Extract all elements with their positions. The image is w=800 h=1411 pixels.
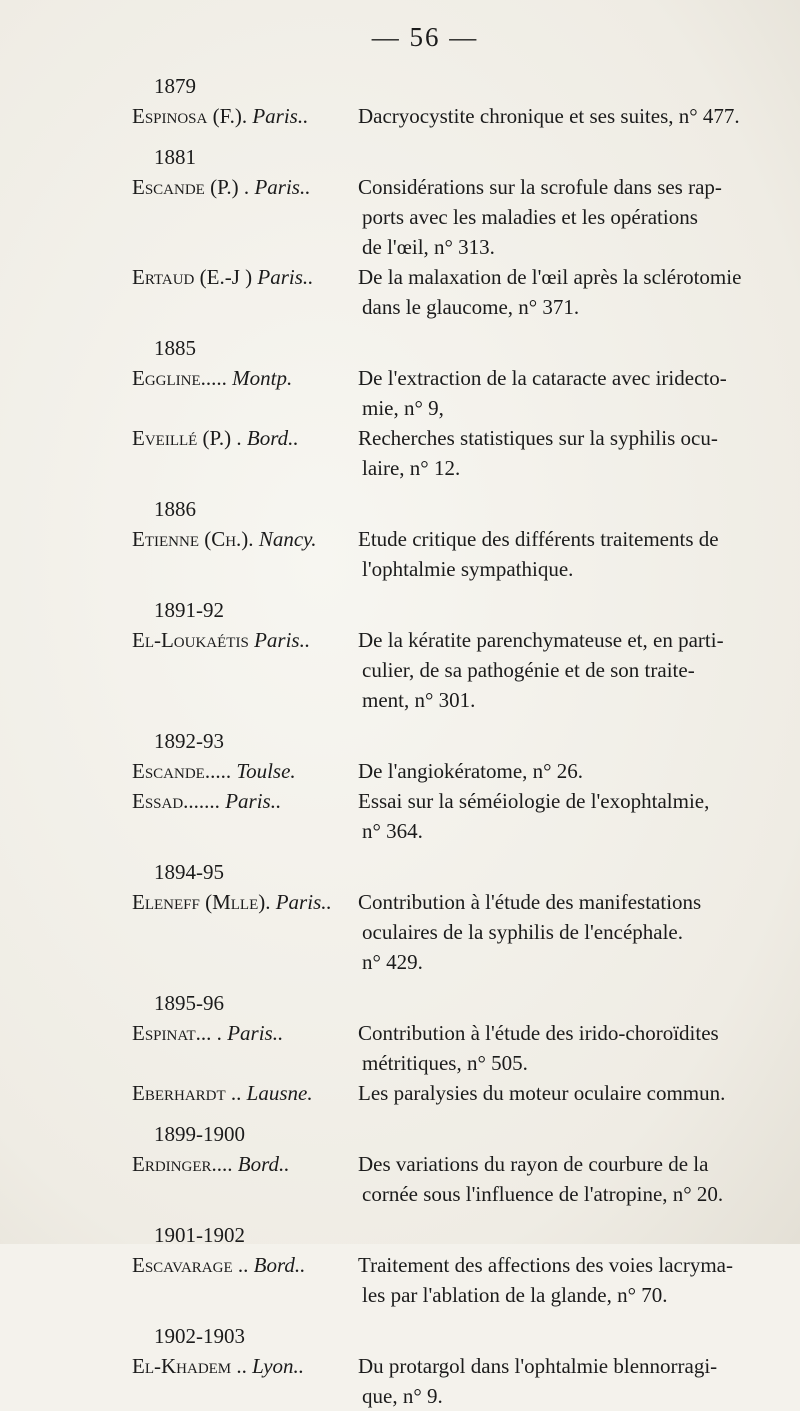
author-name: Eggline..... bbox=[132, 366, 227, 390]
bibliography-entry bbox=[132, 524, 782, 584]
year-heading: 1879 bbox=[154, 74, 196, 98]
title-line: Considérations sur la scrofule dans ses rap- bbox=[358, 175, 722, 199]
entry-title bbox=[356, 1018, 782, 1078]
entry-author bbox=[132, 101, 356, 131]
spacer bbox=[132, 131, 782, 141]
author-name: El-Loukaétis bbox=[132, 628, 249, 652]
author-name: Espinosa (F.). bbox=[132, 104, 248, 128]
bibliography-list bbox=[132, 70, 782, 1411]
bibliography-entry bbox=[132, 262, 782, 322]
entry-title bbox=[356, 1149, 782, 1209]
title-line: cornée sous l'influence de l'atropine, n° 20. bbox=[362, 1182, 724, 1206]
title-line: de l'œil, n° 313. bbox=[362, 235, 495, 259]
year-heading: 1894-95 bbox=[154, 860, 224, 884]
year-heading: 1885 bbox=[154, 336, 196, 360]
spacer bbox=[132, 1209, 782, 1219]
spacer bbox=[132, 715, 782, 725]
title-line: De la kératite parenchymateuse et, en parti- bbox=[358, 628, 724, 652]
bibliography-entry bbox=[132, 1018, 782, 1078]
title-line: métritiques, n° 505. bbox=[362, 1051, 528, 1075]
entry-title bbox=[356, 172, 782, 262]
entry-title bbox=[356, 1078, 782, 1108]
entry-city: Nancy. bbox=[258, 527, 317, 551]
title-line: ports avec les maladies et les opérations bbox=[362, 205, 698, 229]
entry-author bbox=[132, 423, 356, 453]
author-name: Escande (P.) . bbox=[132, 175, 250, 199]
bibliography-entry bbox=[132, 1149, 782, 1209]
author-name: Ertaud (E.-J ) bbox=[132, 265, 253, 289]
title-line: laire, n° 12. bbox=[362, 456, 461, 480]
spacer bbox=[132, 483, 782, 493]
bibliography-entry bbox=[132, 363, 782, 423]
entry-city: Montp. bbox=[232, 366, 293, 390]
entry-author bbox=[132, 1078, 356, 1108]
spacer bbox=[132, 322, 782, 332]
entry-author bbox=[132, 786, 356, 816]
bibliography-entry bbox=[132, 423, 782, 483]
bibliography-entry bbox=[132, 1351, 782, 1411]
spacer bbox=[132, 584, 782, 594]
entry-city: Paris.. bbox=[254, 628, 311, 652]
spacer bbox=[132, 1310, 782, 1320]
entry-author bbox=[132, 887, 356, 917]
title-line: Etude critique des différents traitements de bbox=[358, 527, 719, 551]
title-line: Contribution à l'étude des irido-choroïdites bbox=[358, 1021, 719, 1045]
entry-title bbox=[356, 1351, 782, 1411]
year-heading: 1899-1900 bbox=[154, 1122, 245, 1146]
entry-author bbox=[132, 1250, 356, 1280]
entry-city: Paris.. bbox=[257, 265, 314, 289]
entry-author bbox=[132, 1351, 356, 1381]
bibliography-entry bbox=[132, 625, 782, 715]
author-name: Essad....... bbox=[132, 789, 220, 813]
entry-city: Bord.. bbox=[253, 1253, 306, 1277]
entry-title bbox=[356, 363, 782, 423]
entry-author bbox=[132, 524, 356, 554]
year-heading: 1886 bbox=[154, 497, 196, 521]
author-name: Escavarage .. bbox=[132, 1253, 249, 1277]
title-line: oculaires de la syphilis de l'encéphale. bbox=[362, 920, 683, 944]
year-heading: 1891-92 bbox=[154, 598, 224, 622]
author-name: Espinat... . bbox=[132, 1021, 222, 1045]
author-name: El-Khadem .. bbox=[132, 1354, 247, 1378]
spacer bbox=[132, 1108, 782, 1118]
title-line: Les paralysies du moteur oculaire commun. bbox=[358, 1081, 726, 1105]
entry-title bbox=[356, 1250, 782, 1310]
title-line: Traitement des affections des voies lacryma- bbox=[358, 1253, 733, 1277]
entry-city: Paris.. bbox=[252, 104, 309, 128]
entry-city: Paris.. bbox=[254, 175, 311, 199]
entry-title bbox=[356, 524, 782, 584]
author-name: Escande..... bbox=[132, 759, 232, 783]
bibliography-entry bbox=[132, 786, 782, 846]
entry-city: Lyon.. bbox=[252, 1354, 305, 1378]
entry-city: Lausne. bbox=[246, 1081, 313, 1105]
title-line: culier, de sa pathogénie et de son traite- bbox=[362, 658, 695, 682]
title-line: Du protargol dans l'ophtalmie blennorragi- bbox=[358, 1354, 718, 1378]
entry-city: Paris.. bbox=[227, 1021, 284, 1045]
entry-city: Paris.. bbox=[275, 890, 332, 914]
author-name: Eveillé (P.) . bbox=[132, 426, 242, 450]
title-line: n° 364. bbox=[362, 819, 423, 843]
entry-author bbox=[132, 1018, 356, 1048]
author-name: Eberhardt .. bbox=[132, 1081, 242, 1105]
entry-city: Toulse. bbox=[236, 759, 296, 783]
entry-author bbox=[132, 625, 356, 655]
title-line: De la malaxation de l'œil après la sclérotomie bbox=[358, 265, 742, 289]
entry-author bbox=[132, 1149, 356, 1179]
author-name: Erdinger.... bbox=[132, 1152, 233, 1176]
page-number: — 56 — bbox=[371, 22, 479, 52]
title-line: Dacryocystite chronique et ses suites, n° 477. bbox=[358, 104, 740, 128]
entry-title bbox=[356, 423, 782, 483]
title-line: n° 429. bbox=[362, 950, 423, 974]
year-heading: 1902-1903 bbox=[154, 1324, 245, 1348]
bibliography-entry bbox=[132, 756, 782, 786]
bibliography-entry bbox=[132, 887, 782, 977]
bibliography-entry bbox=[132, 172, 782, 262]
title-line: Des variations du rayon de courbure de la bbox=[358, 1152, 709, 1176]
entry-title bbox=[356, 887, 782, 977]
title-line: dans le glaucome, n° 371. bbox=[362, 295, 580, 319]
bibliography-entry bbox=[132, 1250, 782, 1310]
title-line: ment, n° 301. bbox=[362, 688, 476, 712]
author-name: Eleneff (Mlle). bbox=[132, 890, 271, 914]
entry-author bbox=[132, 172, 356, 202]
entry-title bbox=[356, 786, 782, 846]
entry-title bbox=[356, 625, 782, 715]
title-line: les par l'ablation de la glande, n° 70. bbox=[362, 1283, 668, 1307]
title-line: De l'extraction de la cataracte avec iridecto- bbox=[358, 366, 727, 390]
entry-city: Bord.. bbox=[237, 1152, 290, 1176]
title-line: Essai sur la séméiologie de l'exophtalmie, bbox=[358, 789, 710, 813]
year-heading: 1892-93 bbox=[154, 729, 224, 753]
entry-author bbox=[132, 363, 356, 393]
year-heading: 1895-96 bbox=[154, 991, 224, 1015]
title-line: Contribution à l'étude des manifestations bbox=[358, 890, 702, 914]
title-line: Recherches statistiques sur la syphilis ocu- bbox=[358, 426, 718, 450]
bibliography-entry bbox=[132, 1078, 782, 1108]
author-name: Etienne (Ch.). bbox=[132, 527, 254, 551]
entry-author bbox=[132, 262, 356, 292]
spacer bbox=[132, 846, 782, 856]
entry-title bbox=[356, 756, 782, 786]
entry-author bbox=[132, 756, 356, 786]
year-heading: 1881 bbox=[154, 145, 196, 169]
entry-title bbox=[356, 101, 782, 131]
title-line: que, n° 9. bbox=[362, 1384, 443, 1408]
entry-city: Paris.. bbox=[225, 789, 282, 813]
bibliography-entry bbox=[132, 101, 782, 131]
spacer bbox=[132, 977, 782, 987]
entry-title bbox=[356, 262, 782, 322]
year-heading: 1901-1902 bbox=[154, 1223, 245, 1247]
title-line: De l'angiokératome, n° 26. bbox=[358, 759, 584, 783]
title-line: mie, n° 9, bbox=[362, 396, 444, 420]
title-line: l'ophtalmie sympathique. bbox=[362, 557, 574, 581]
entry-city: Bord.. bbox=[246, 426, 299, 450]
